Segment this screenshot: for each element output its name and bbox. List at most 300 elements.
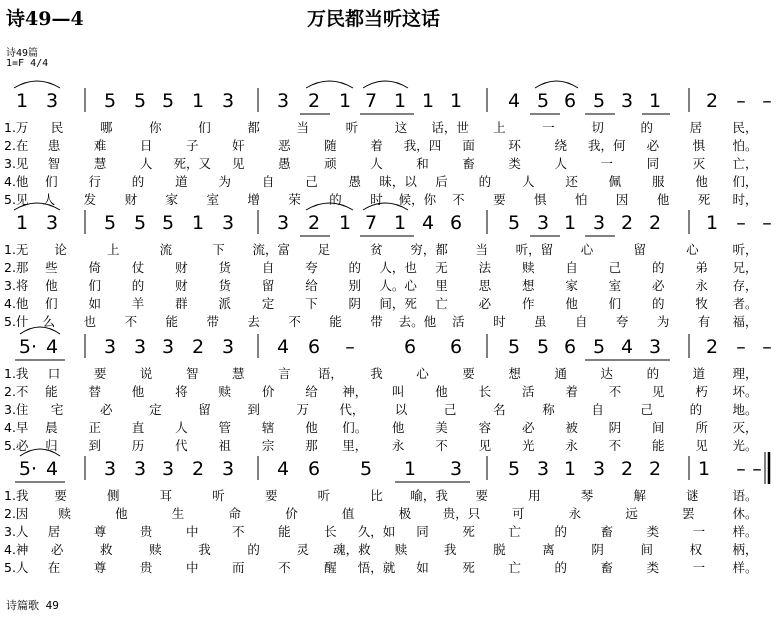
slur	[14, 203, 60, 210]
lyric-syllable: 必	[521, 420, 535, 435]
lyric-syllable: 羊	[131, 296, 145, 311]
lyric-syllable: 必	[652, 278, 665, 293]
lyric-syllable: 上	[107, 242, 120, 257]
note: –	[762, 90, 772, 112]
lyric-syllable: 容	[478, 420, 492, 435]
note: 2	[191, 336, 205, 358]
lyric-syllable: 带	[206, 314, 219, 329]
lyric-syllable: 上	[493, 120, 506, 135]
lyric-syllable: 死	[462, 524, 475, 539]
lyric-syllable: 5.见	[4, 192, 29, 207]
note: –	[736, 212, 746, 234]
lyric-syllable: 坏。	[732, 384, 758, 399]
lyric-syllable: 中	[185, 524, 199, 539]
lyric-syllable: 赎	[149, 542, 162, 557]
lyric-syllable: 样。	[732, 560, 758, 575]
lyric-syllable: 中	[185, 560, 199, 575]
lyric-syllable: 定	[261, 296, 275, 311]
lyric-syllable: 灭	[692, 156, 706, 171]
lyric-syllable: 的	[478, 174, 492, 189]
lyric-syllable: 谜	[686, 488, 699, 503]
note: 5	[507, 336, 521, 358]
lyric-syllable: 远	[625, 506, 638, 521]
lyric-syllable: 晨	[45, 420, 58, 435]
lyric-syllable: 和	[416, 156, 429, 171]
lyric-syllable: 灵	[296, 542, 310, 557]
lyric-syllable: 样。	[732, 524, 758, 539]
lyric-syllable: 作	[521, 296, 535, 311]
lyric-syllable: 民，	[732, 120, 758, 135]
lyric-syllable: 给	[305, 278, 318, 293]
lyric-syllable: 的	[646, 366, 660, 381]
lyric-syllable: 我，何	[588, 138, 626, 153]
lyric-syllable: 能	[652, 438, 665, 453]
lyric-syllable: 不	[452, 192, 465, 207]
lyric-syllable: 一	[692, 560, 706, 575]
lyric-syllable: 永	[695, 278, 708, 293]
slur	[20, 449, 60, 456]
lyric-syllable: 永	[565, 438, 578, 453]
lyric-syllable: 如	[416, 560, 429, 575]
lyric-syllable: 己	[640, 402, 653, 417]
lyric-syllable: 死，又	[173, 156, 212, 171]
note: 3	[161, 336, 175, 358]
lyric-syllable: 要	[462, 366, 475, 381]
lyric-syllable: 家	[565, 278, 578, 293]
lyric-syllable: 贫	[370, 242, 383, 257]
lyric-syllable: 光	[521, 438, 535, 453]
lyric-syllable: 慧	[232, 366, 245, 381]
lyric-syllable: 神，	[342, 384, 368, 399]
lyric-syllable: 尊	[93, 560, 107, 575]
lyric-syllable: 3.见	[4, 156, 29, 171]
lyric-syllable: 的	[247, 542, 260, 557]
lyric-syllable: 倚	[88, 260, 101, 275]
note: 5·	[18, 458, 38, 480]
note: 1	[15, 90, 29, 112]
lyric-syllable: 管	[218, 420, 232, 435]
lyric-syllable: 因	[615, 192, 629, 207]
key-signature: 1=F 4/4	[6, 58, 49, 69]
note: 4	[620, 336, 634, 358]
lyric-syllable: 财	[175, 260, 188, 275]
lyric-syllable: 慧	[93, 156, 107, 171]
note: 1	[191, 212, 205, 234]
lyric-syllable: 要	[475, 488, 489, 503]
note: 1	[648, 90, 662, 112]
lyric-syllable: 正	[88, 420, 101, 435]
note: 5·	[18, 336, 38, 358]
lyric-syllable: 昧，以	[379, 174, 417, 189]
note: 5	[536, 336, 550, 358]
lyric-syllable: 们。	[342, 420, 368, 435]
lyric-syllable: 他	[131, 384, 145, 399]
lyric-syllable: 4.他	[4, 296, 29, 311]
lyric-syllable: 悟，就	[357, 560, 396, 575]
lyric-syllable: 着	[565, 384, 578, 399]
note: 2	[648, 458, 662, 480]
lyric-syllable: 2.因	[4, 506, 29, 521]
lyric-syllable: 语，	[317, 366, 343, 381]
lyric-syllable: 服	[652, 174, 665, 189]
lyric-syllable: 他	[45, 278, 58, 293]
note: 1	[338, 212, 352, 234]
note: 3	[648, 336, 662, 358]
note: 1	[421, 90, 435, 112]
lyric-syllable: 行	[88, 174, 101, 189]
lyric-syllable: 价	[261, 384, 275, 399]
lyric-syllable: 活	[452, 314, 465, 329]
lyric-syllable: 留	[198, 402, 211, 417]
lyric-syllable: 的	[640, 120, 653, 135]
lyric-syllable: 他	[656, 192, 670, 207]
note: 3	[45, 212, 59, 234]
note: 5	[133, 90, 147, 112]
lyric-syllable: 3.人	[4, 524, 29, 539]
note: 4	[507, 90, 521, 112]
note: 3	[592, 458, 606, 480]
lyric-syllable: 代，	[339, 402, 365, 417]
lyric-syllable: 可	[511, 506, 525, 521]
note: 6	[403, 336, 417, 358]
lyric-syllable: 必	[478, 296, 492, 311]
lyric-syllable: 财	[124, 192, 138, 207]
lyric-syllable: 不	[278, 560, 291, 575]
note: 5	[359, 458, 373, 480]
lyric-syllable: 间	[652, 420, 665, 435]
lyric-syllable: 1.我	[4, 366, 29, 381]
lyric-syllable: 们	[45, 174, 58, 189]
hymn-code: 诗49—4	[6, 8, 84, 30]
lyric-syllable: 亡	[508, 560, 521, 575]
lyric-syllable: 留	[633, 242, 646, 257]
note: 3	[103, 458, 117, 480]
note: 3	[536, 212, 550, 234]
lyric-syllable: 4.他	[4, 174, 29, 189]
lyric-syllable: 叫	[391, 384, 405, 399]
lyric-syllable: 同	[416, 524, 429, 539]
lyric-syllable: 阴	[608, 420, 622, 435]
note: 5	[161, 212, 175, 234]
note: 5	[536, 90, 550, 112]
lyric-syllable: 见	[652, 384, 665, 399]
lyric-syllable: 4.早	[4, 420, 29, 435]
lyric-syllable: 永	[568, 506, 582, 521]
lyric-syllable: 己	[443, 402, 457, 417]
note: 2	[620, 212, 634, 234]
lyric-syllable: 光。	[732, 438, 758, 453]
lyric-syllable: 到	[88, 438, 101, 453]
lyric-syllable: 必	[100, 402, 113, 417]
lyric-syllable: 离	[542, 542, 555, 557]
lyric-syllable: 2.不	[4, 384, 29, 399]
lyric-syllable: 口	[47, 366, 61, 381]
lyric-syllable: 去	[247, 314, 260, 329]
lyric-syllable: 人	[42, 192, 56, 207]
note: 6	[307, 336, 321, 358]
lyric-syllable: 下	[305, 296, 318, 311]
lyric-syllable: 比	[370, 488, 383, 503]
slur	[20, 327, 60, 334]
lyric-syllable: 居	[689, 120, 703, 135]
lyric-syllable: 去。他	[398, 314, 437, 329]
lyric-syllable: 达	[600, 366, 614, 381]
note: 3	[449, 458, 463, 480]
lyric-syllable: 5.必	[4, 438, 29, 453]
lyric-syllable: 贵，只	[442, 506, 481, 521]
lyric-syllable: 福，	[732, 314, 758, 329]
lyric-syllable: 一	[692, 524, 706, 539]
lyric-syllable: 2.在	[4, 138, 29, 153]
lyric-syllable: 解	[633, 488, 646, 503]
lyric-syllable: 价	[285, 506, 298, 521]
lyric-syllable: 们，	[732, 174, 758, 189]
lyric-syllable: 有	[697, 314, 711, 329]
lyric-syllable: 怕。	[732, 138, 758, 153]
note: 2	[307, 90, 321, 112]
lyric-syllable: 们	[88, 278, 101, 293]
lyric-syllable: 恶	[278, 138, 291, 153]
lyric-syllable: 人	[175, 420, 188, 435]
lyric-syllable: 不	[124, 314, 138, 329]
lyric-syllable: 下	[212, 242, 225, 257]
note: –	[345, 336, 355, 358]
slur	[306, 81, 353, 88]
lyric-syllable: 的	[131, 278, 145, 293]
lyric-syllable: 我	[370, 366, 383, 381]
slur	[363, 81, 408, 88]
lyric-syllable: 不	[288, 314, 301, 329]
lyric-syllable: 亡	[435, 296, 448, 311]
lyric-syllable: 能	[45, 384, 58, 399]
lyric-syllable: 听，	[732, 242, 758, 257]
lyric-syllable: 魂，救	[333, 542, 371, 557]
lyric-syllable: 如	[88, 296, 101, 311]
lyric-syllable: 他	[565, 296, 578, 311]
lyric-syllable: 能	[278, 524, 291, 539]
lyric-syllable: 时，	[732, 192, 758, 207]
hymn-title: 万民都当听这话	[307, 8, 441, 30]
lyric-syllable: 的	[554, 524, 568, 539]
note: 1	[393, 212, 407, 234]
lyric-syllable: 间	[640, 542, 653, 557]
lyric-syllable: 被	[565, 420, 578, 435]
lyric-syllable: 用	[528, 488, 541, 503]
lyric-syllable: 听	[345, 120, 359, 135]
lyric-syllable: 惧	[692, 138, 706, 153]
lyric-syllable: 里，	[342, 438, 368, 453]
note: 6	[449, 336, 463, 358]
lyric-syllable: 流，富	[252, 242, 290, 257]
lyric-syllable: 3.将	[4, 278, 29, 293]
note: 3	[133, 458, 147, 480]
lyric-syllable: 类	[508, 156, 521, 171]
lyric-syllable: 己	[608, 260, 622, 275]
lyric-syllable: 人	[139, 156, 153, 171]
lyric-syllable: 自	[261, 174, 275, 189]
lyric-syllable: 为	[218, 174, 232, 189]
note: 3	[536, 458, 550, 480]
lyric-syllable: 宗	[261, 438, 275, 453]
note: 5	[103, 90, 117, 112]
lyric-syllable: 间，死	[379, 296, 417, 311]
note: 6	[563, 336, 577, 358]
lyric-syllable: 听	[317, 488, 331, 503]
lyric-syllable: 活	[521, 384, 535, 399]
lyric-syllable: 思	[478, 278, 492, 293]
lyric-syllable: 命	[228, 506, 242, 521]
lyric-syllable: 2.那	[4, 260, 29, 275]
lyric-syllable: 定	[149, 402, 162, 417]
lyric-syllable: 时	[493, 314, 506, 329]
lyric-syllable: 自	[261, 260, 275, 275]
lyric-syllable: 带	[370, 314, 383, 329]
note: 5	[103, 212, 117, 234]
lyric-syllable: 畜	[600, 560, 614, 575]
note: 2	[705, 336, 719, 358]
lyric-syllable: 不	[608, 384, 622, 399]
lyric-syllable: 自	[565, 260, 578, 275]
lyric-syllable: 难	[93, 138, 107, 153]
note: 3	[276, 90, 290, 112]
lyric-syllable: 语。	[732, 488, 758, 503]
lyric-syllable: 夸	[305, 260, 318, 275]
lyric-syllable: 子	[185, 138, 199, 153]
note: –	[736, 90, 746, 112]
lyric-syllable: 我	[443, 542, 457, 557]
lyric-syllable: 他	[391, 420, 405, 435]
lyric-syllable: 智	[185, 366, 199, 381]
lyric-syllable: 长	[478, 384, 492, 399]
note: 3	[221, 458, 235, 480]
lyric-syllable: 一	[542, 120, 555, 135]
lyric-syllable: 亡	[508, 524, 521, 539]
lyric-syllable: 荣	[288, 192, 301, 207]
lyric-syllable: 而	[232, 560, 245, 575]
lyric-syllable: 听	[212, 488, 225, 503]
slur	[306, 203, 353, 210]
lyric-syllable: 环	[508, 138, 521, 153]
lyric-syllable: 人	[370, 156, 383, 171]
lyric-syllable: 亡，	[732, 156, 758, 171]
lyric-syllable: 理，	[732, 366, 758, 381]
lyric-syllable: 见	[478, 438, 492, 453]
lyric-syllable: 辖	[261, 420, 275, 435]
lyric-syllable: 民	[50, 120, 64, 135]
note: 7	[364, 212, 378, 234]
note: 5	[507, 212, 521, 234]
lyric-syllable: 货	[218, 260, 232, 275]
lyric-syllable: 通	[554, 366, 568, 381]
note: 5	[133, 212, 147, 234]
lyric-syllable: 愚	[348, 174, 362, 189]
lyric-syllable: 4.神	[4, 542, 29, 557]
note: 1	[563, 458, 577, 480]
note: 4	[276, 458, 290, 480]
lyric-syllable: 的	[689, 402, 703, 417]
lyric-syllable: 畜	[462, 156, 475, 171]
lyric-syllable: 患	[47, 138, 61, 153]
lyric-syllable: 休。	[732, 506, 758, 521]
lyric-syllable: 要	[93, 366, 107, 381]
lyric-syllable: 后	[435, 174, 448, 189]
lyric-syllable: 替	[88, 384, 101, 399]
note: 3	[221, 90, 235, 112]
lyric-syllable: 己	[305, 174, 318, 189]
note: 2	[648, 212, 662, 234]
lyric-syllable: 历	[131, 438, 145, 453]
lyric-syllable: 阴	[348, 296, 362, 311]
lyric-syllable: 道	[692, 366, 706, 381]
lyric-syllable: 朽	[695, 384, 708, 399]
lyric-syllable: 不	[608, 438, 622, 453]
note: 4	[276, 336, 290, 358]
lyric-syllable: 必	[646, 138, 660, 153]
lyric-syllable: 耳	[159, 488, 173, 503]
note: –	[736, 336, 746, 358]
slur	[363, 203, 408, 210]
note: 5	[161, 90, 175, 112]
lyric-syllable: 这	[394, 120, 408, 135]
lyric-syllable: 惧	[534, 192, 547, 207]
note: 1	[191, 90, 205, 112]
note: 5	[507, 458, 521, 480]
lyric-syllable: 随	[324, 138, 337, 153]
lyric-syllable: 牧	[695, 296, 708, 311]
lyric-syllable: 派	[218, 296, 232, 311]
note: 1	[563, 212, 577, 234]
lyric-syllable: 哪	[100, 120, 113, 135]
lyric-syllable: 的	[652, 260, 665, 275]
lyric-syllable: 他	[435, 384, 448, 399]
lyric-syllable: 祖	[218, 438, 232, 453]
lyric-syllable: 的	[131, 174, 145, 189]
lyric-syllable: 增	[247, 192, 260, 207]
lyric-syllable: 论	[54, 242, 67, 257]
lyric-syllable: 他	[115, 506, 128, 521]
lyric-syllable: 代	[175, 438, 188, 453]
lyric-syllable: 万	[296, 402, 310, 417]
lyric-syllable: 无	[435, 260, 448, 275]
lyric-syllable: 日	[139, 138, 153, 153]
lyric-syllable: 能	[329, 314, 342, 329]
note: 1	[705, 212, 719, 234]
lyric-syllable: 留	[261, 278, 275, 293]
lyric-syllable: 他	[695, 174, 708, 189]
lyric-syllable: 到	[247, 402, 260, 417]
lyric-syllable: 夸	[615, 314, 629, 329]
lyric-syllable: 法	[478, 260, 492, 275]
lyric-syllable: 必	[50, 542, 64, 557]
lyric-syllable: 面	[462, 138, 475, 153]
lyric-syllable: 的	[348, 260, 362, 275]
lyric-syllable: 能	[165, 314, 179, 329]
lyric-syllable: 言	[278, 366, 291, 381]
lyric-syllable: 称	[542, 402, 555, 417]
lyric-syllable: 喻，我	[410, 488, 448, 503]
lyric-syllable: 不	[232, 524, 245, 539]
note: 4	[421, 212, 435, 234]
lyric-syllable: 怕	[574, 192, 588, 207]
lyric-syllable: 直	[131, 420, 145, 435]
lyric-syllable: 赎	[394, 542, 408, 557]
note: 3	[592, 212, 606, 234]
note: 7	[364, 90, 378, 112]
lyric-syllable: 道	[175, 174, 188, 189]
lyric-syllable: 心	[580, 242, 594, 257]
lyric-syllable: 智	[47, 156, 61, 171]
lyric-syllable: 久，如	[357, 524, 396, 539]
